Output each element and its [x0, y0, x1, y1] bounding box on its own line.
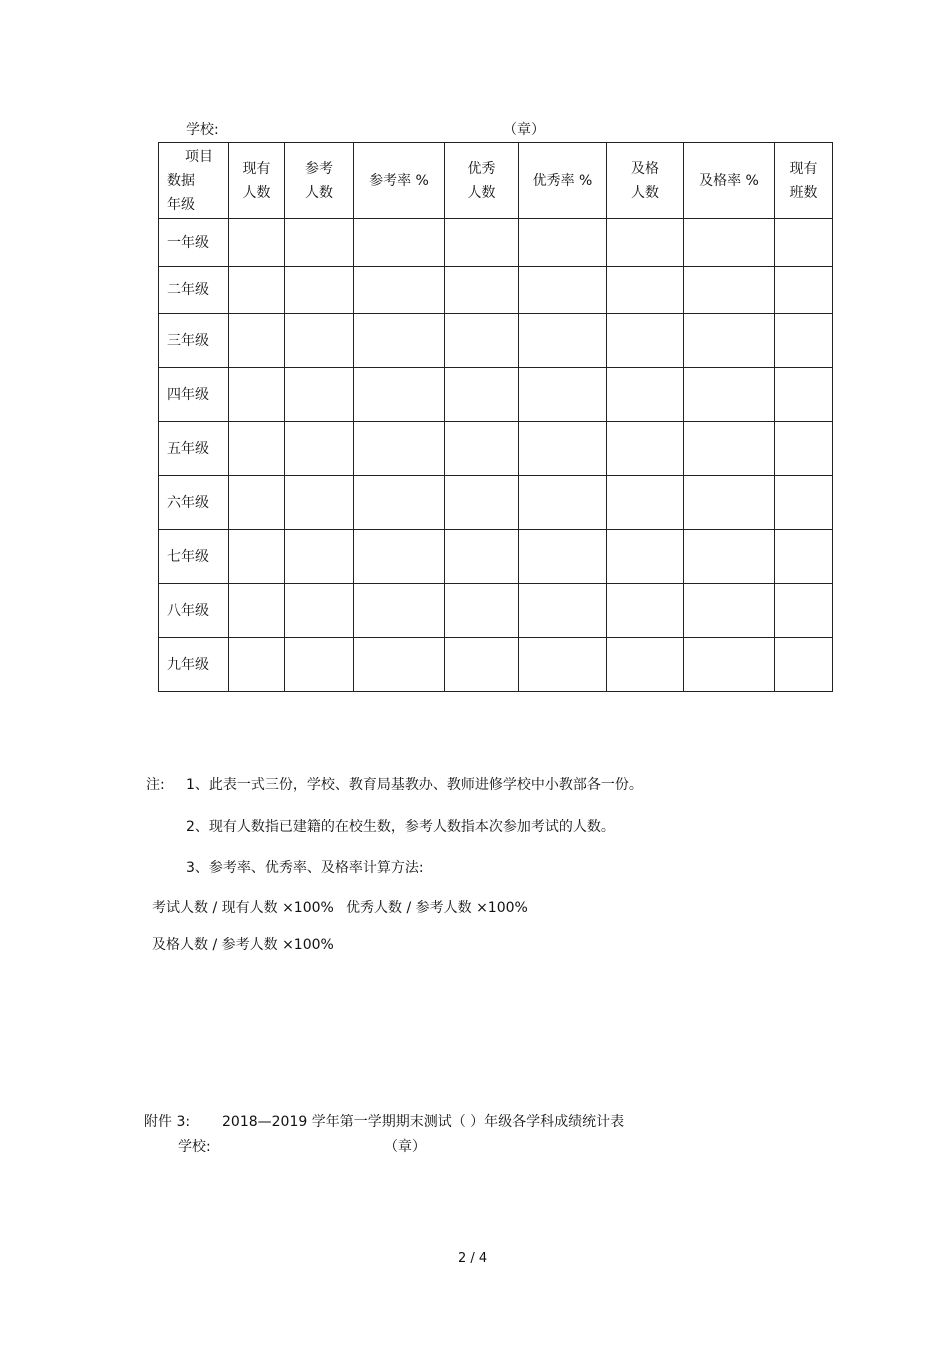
- corner-data: 数据: [167, 172, 195, 189]
- formula-excellent-rate: 优秀人数 / 参考人数 ×100%: [346, 900, 528, 916]
- table-row: [159, 584, 833, 638]
- col-header-current-students: 现有 人数: [229, 143, 285, 219]
- col-header-excellent-rate: 优秀率 %: [519, 143, 607, 219]
- col-header-exam-takers: 参考 人数: [285, 143, 354, 219]
- corner-item: 项目: [185, 148, 213, 165]
- grade-label: 八年级: [159, 584, 229, 638]
- formula-participation-rate: 考试人数 / 现有人数 ×100%: [152, 900, 334, 916]
- col-header-pass-rate: 及格率 %: [684, 143, 775, 219]
- attachment-title: 2018—2019 学年第一学期期末测试（ ）年级各学科成绩统计表: [222, 1114, 625, 1130]
- school-label: 学校:: [186, 122, 219, 138]
- corner-grade: 年级: [167, 196, 195, 213]
- table-row: [159, 476, 833, 530]
- table-row: [159, 422, 833, 476]
- col-header-participation-rate: 参考率 %: [354, 143, 445, 219]
- table-header-row: [159, 143, 833, 219]
- grade-label: 七年级: [159, 530, 229, 584]
- table-row: [159, 314, 833, 368]
- notes-prefix: 注:: [146, 777, 165, 793]
- grade-label: 四年级: [159, 368, 229, 422]
- attachment-seal-label: （章）: [384, 1139, 426, 1155]
- grade-label: 三年级: [159, 314, 229, 368]
- note-3: 3、参考率、优秀率、及格率计算方法:: [186, 860, 424, 876]
- table-row: [159, 267, 833, 314]
- note-1: 1、此表一式三份，学校、教育局基教办、教师进修学校中小教部各一份。: [186, 777, 643, 793]
- col-header-pass-count: 及格 人数: [607, 143, 684, 219]
- grade-label: 五年级: [159, 422, 229, 476]
- grade-label: 二年级: [159, 267, 229, 314]
- grade-label: 一年级: [159, 219, 229, 267]
- grade-label: 六年级: [159, 476, 229, 530]
- formula-pass-rate: 及格人数 / 参考人数 ×100%: [152, 937, 334, 953]
- grade-label: 九年级: [159, 638, 229, 692]
- table-row: [159, 368, 833, 422]
- col-header-class-count: 现有 班数: [775, 143, 833, 219]
- table-row: [159, 219, 833, 267]
- corner-header: [159, 143, 229, 219]
- col-header-excellent-count: 优秀 人数: [445, 143, 519, 219]
- grade-statistics-table: [158, 142, 833, 692]
- table-row: [159, 530, 833, 584]
- seal-label: （章）: [503, 122, 545, 138]
- attachment-school-label: 学校:: [178, 1139, 211, 1155]
- attachment-label: 附件 3:: [144, 1114, 191, 1130]
- page-number: 2 / 4: [458, 1251, 488, 1266]
- note-2: 2、现有人数指已建籍的在校生数，参考人数指本次参加考试的人数。: [186, 819, 615, 835]
- table-row: [159, 638, 833, 692]
